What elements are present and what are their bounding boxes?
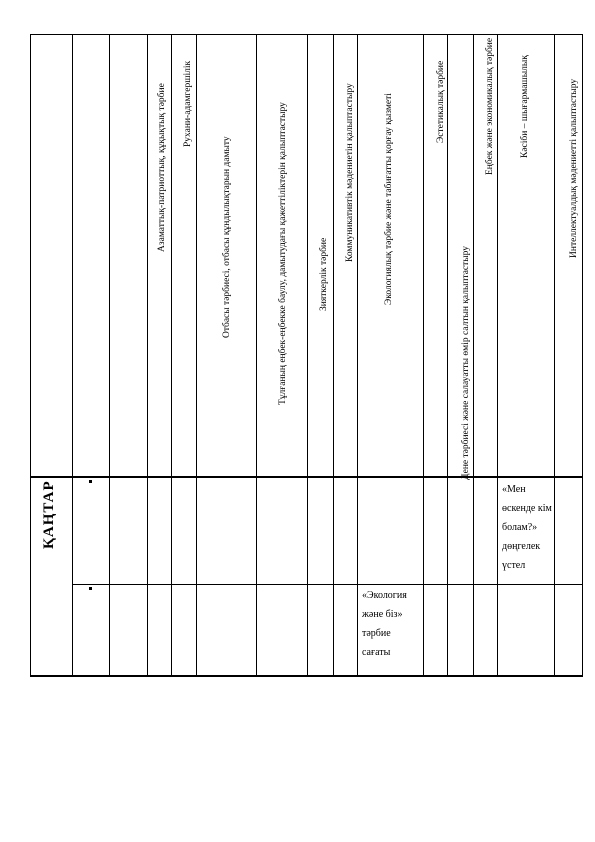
header-economic: Еңбек және экономикалық тәрбие	[485, 37, 495, 175]
header-creative: Кәсіби – шығармашылық	[520, 55, 530, 158]
header-physical: Дене тәрбиесі және салауатты өмір салтын қалыптастыру	[461, 245, 471, 480]
grid-line	[171, 34, 172, 675]
grid-line	[109, 34, 110, 675]
grid-line	[30, 675, 583, 677]
header-labor: Тұлғаның еңбек-еңбекке баулу, дамытудағы қажеттіліктерін қалыптастыру	[278, 102, 288, 405]
grid-line	[423, 34, 424, 675]
grid-line	[473, 34, 474, 675]
header-ecological: Экологиялық тәрбие және табиғатты қорғау қызметі	[384, 93, 394, 305]
grid-line	[554, 34, 555, 675]
grid-line	[447, 34, 448, 675]
header-family: Отбасы тәрбиесі, отбасы құндылықтарын дамыту	[222, 136, 232, 338]
header-communicative: Коммуникативтік мәдениетін қалыптастыру	[345, 83, 355, 262]
grid-line	[256, 34, 257, 675]
grid-line	[72, 34, 73, 675]
event-career-round-table: «Мен өскенде кім болам?» дөңгелек үстел	[502, 484, 552, 571]
row-marker	[89, 480, 92, 483]
grid-line	[30, 34, 31, 675]
grid-line	[196, 34, 197, 675]
grid-line	[333, 34, 334, 675]
header-intellectual-culture: Интеллектуалдық мәдениетті қалыптастыру	[569, 78, 579, 258]
grid-line	[582, 34, 583, 675]
row-marker	[89, 587, 92, 590]
event-ecology-class-hour: «Экология және біз» тәрбие сағаты	[362, 590, 407, 658]
header-aesthetic: Эстетикалық тәрбие	[436, 60, 446, 143]
header-intellectual-upbringing: Зияткерлік тәрбие	[319, 237, 329, 311]
grid-line	[30, 34, 583, 35]
grid-line	[307, 34, 308, 675]
grid-line	[72, 584, 583, 585]
grid-line	[30, 476, 583, 478]
grid-line	[357, 34, 358, 675]
grid-line	[147, 34, 148, 675]
month-label: ҚАҢТАР	[41, 480, 57, 549]
header-spiritual: Рухани-адамгершілік	[183, 60, 193, 147]
header-patriotic: Азаматтық-патриоттық, құқықтық тәрбие	[157, 83, 167, 252]
grid-line	[497, 34, 498, 675]
